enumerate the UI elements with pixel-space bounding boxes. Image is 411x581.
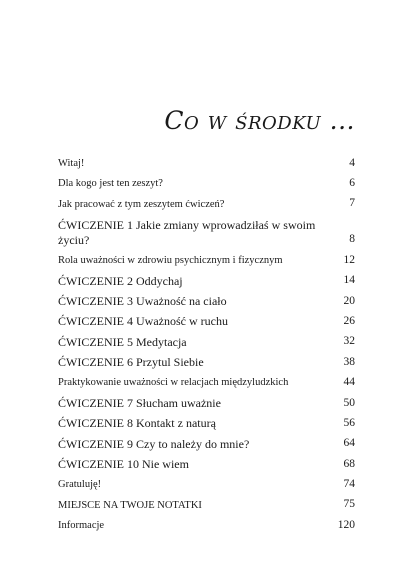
- page-title: Co w środku ...: [164, 106, 355, 135]
- toc-entry: [58, 150, 355, 170]
- toc-entry-label: Rola uważności w zdrowiu psychicznym i fizycznym: [58, 254, 283, 266]
- toc-entry-label: ĆWICZENIE 7 Słucham uważnie: [58, 395, 221, 410]
- toc-entry: [58, 247, 355, 267]
- toc-entry-label: ĆWICZENIE 1 Jakie zmiany wprowadziłaś w swoim życiu?: [58, 218, 316, 247]
- toc-entry-page: 64: [343, 437, 355, 450]
- toc-entry-page: 75: [343, 498, 355, 511]
- toc-entry-label: ĆWICZENIE 8 Kontakt z naturą: [58, 416, 216, 431]
- toc-entry-page: 44: [343, 376, 355, 389]
- toc-entry: [58, 451, 355, 471]
- toc-entry-label: ĆWICZENIE 5 Medytacja: [58, 334, 187, 349]
- toc-entry-label: ĆWICZENIE 6 Przytul Siebie: [58, 355, 204, 370]
- toc-entry-label: Informacje: [58, 520, 105, 532]
- toc-entry-label: Dla kogo jest ten zeszyt?: [58, 178, 163, 190]
- toc-entry-page: 8: [349, 233, 355, 246]
- toc-entry-page: 4: [349, 156, 355, 169]
- toc-entry-page: 50: [343, 396, 355, 409]
- toc-entry-page: 20: [343, 294, 355, 307]
- toc-entry-page: 7: [349, 197, 355, 210]
- toc-entry: [58, 170, 355, 190]
- toc-entry: [58, 308, 355, 328]
- toc-entry: [58, 471, 355, 491]
- toc-entry-page: 6: [349, 176, 355, 189]
- toc-entry: [58, 431, 355, 451]
- toc-entry-label: Witaj!: [58, 157, 85, 169]
- toc-entry-page: 14: [343, 274, 355, 287]
- toc-entry-page: 38: [343, 355, 355, 368]
- toc-entry-label: ĆWICZENIE 9 Czy to należy do mnie?: [58, 436, 250, 451]
- toc-entry-page: 68: [343, 457, 355, 470]
- toc-entry: [58, 390, 355, 410]
- toc-entry-page: 26: [343, 314, 355, 327]
- toc-entry: [58, 370, 355, 390]
- toc-entry-label: Praktykowanie uważności w relacjach międzyludzkich: [58, 377, 289, 389]
- toc-entry-label: ĆWICZENIE 3 Uważność na ciało: [58, 293, 227, 308]
- toc-entry: [58, 211, 355, 247]
- toc-entry: [58, 512, 355, 532]
- toc-entry: [58, 410, 355, 430]
- toc-entry-page: 56: [343, 416, 355, 429]
- toc-entry: [58, 191, 355, 211]
- toc-entry-page: 12: [343, 253, 355, 266]
- toc-entry-label: Jak pracować z tym zeszytem ćwiczeń?: [58, 198, 225, 210]
- table-of-contents: [58, 150, 355, 533]
- toc-entry-label: ĆWICZENIE 10 Nie wiem: [58, 457, 189, 472]
- toc-entry-label: MIEJSCE NA TWOJE NOTATKI: [58, 499, 202, 511]
- toc-entry: [58, 288, 355, 308]
- toc-entry-page: 74: [343, 478, 355, 491]
- toc-entry: [58, 492, 355, 512]
- toc-entry: [58, 329, 355, 349]
- toc-entry-label: ĆWICZENIE 2 Oddychaj: [58, 273, 183, 288]
- toc-entry-label: ĆWICZENIE 4 Uważność w ruchu: [58, 314, 228, 329]
- toc-entry: [58, 349, 355, 369]
- toc-entry: [58, 268, 355, 288]
- toc-entry-page: 120: [337, 518, 355, 531]
- toc-entry-label: Gratuluję!: [58, 479, 102, 491]
- toc-entry-page: 32: [343, 335, 355, 348]
